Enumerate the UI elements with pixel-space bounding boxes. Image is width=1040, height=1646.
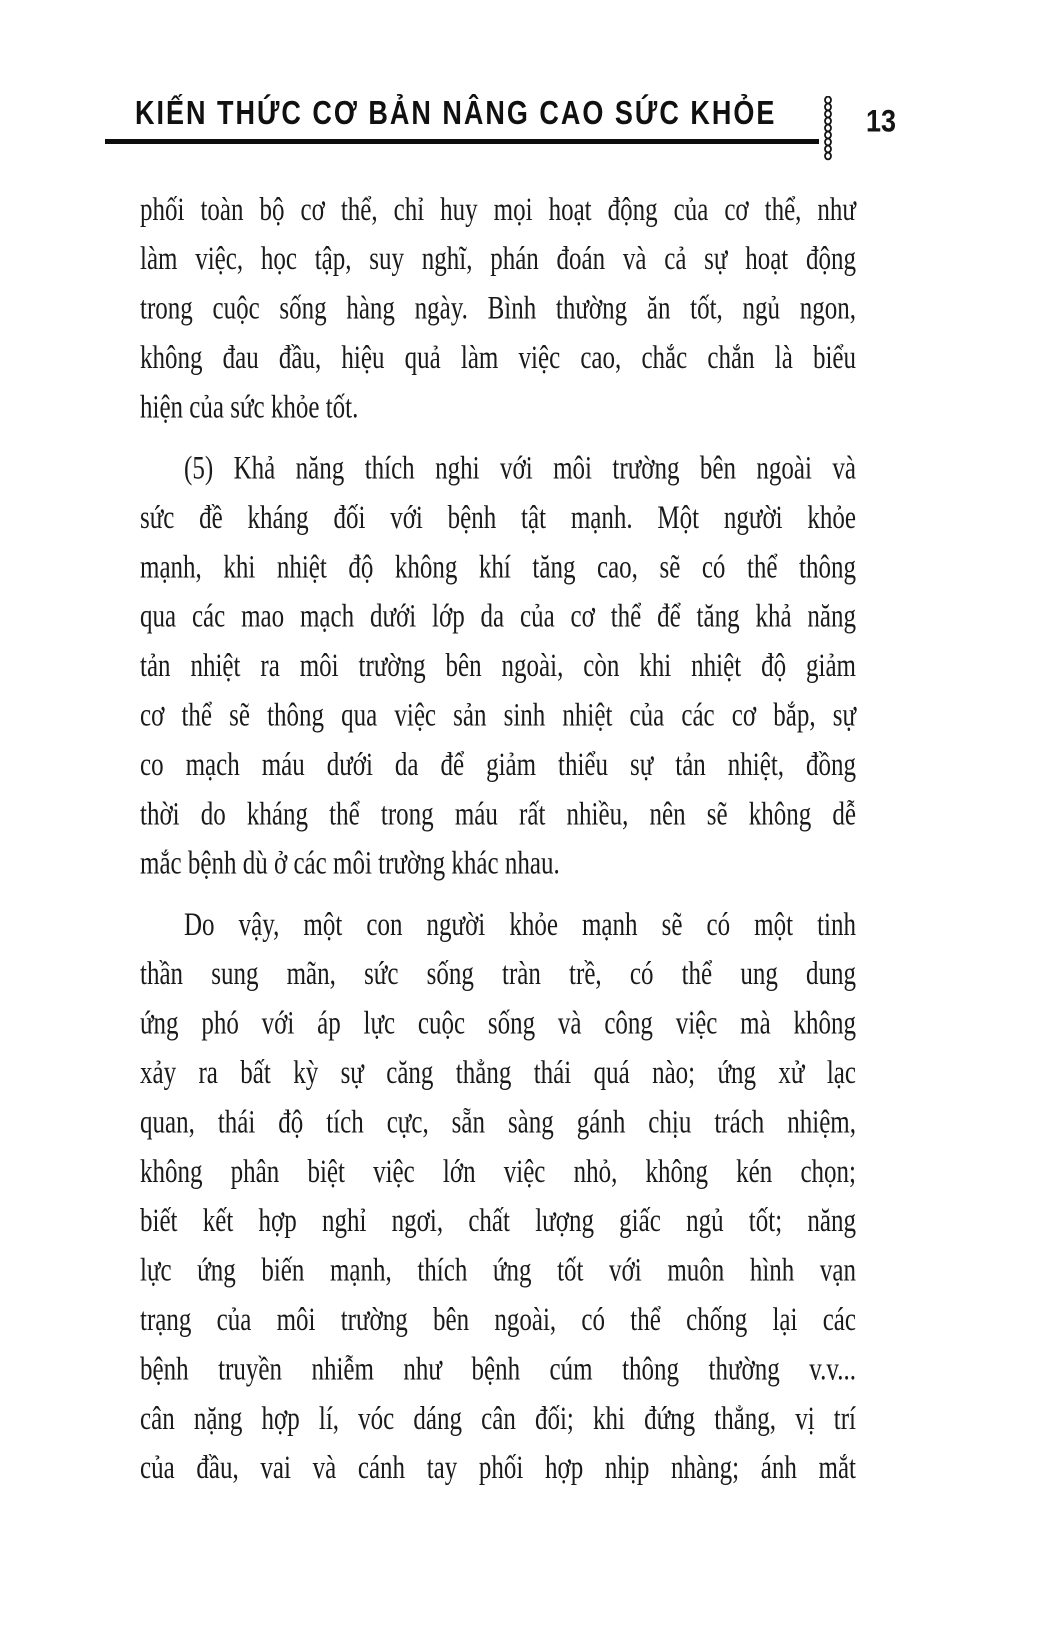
header-rule: [105, 139, 819, 144]
text-line: ứng phó với áp lực cuộc sống và công việc mà không: [140, 1006, 856, 1042]
text-line: không phân biệt việc lớn việc nhỏ, không kén chọn;: [140, 1154, 856, 1190]
text-line: Do vậy, một con người khỏe mạnh sẽ có một tinh: [184, 907, 856, 943]
text-line: không đau đầu, hiệu quả làm việc cao, chắc chắn là biểu: [140, 340, 856, 376]
text-line: trạng của môi trường bên ngoài, có thể chống lại các: [140, 1302, 856, 1338]
page-body-text: [140, 186, 856, 1494]
text-line: mắc bệnh dù ở các môi trường khác nhau.: [140, 846, 560, 882]
text-line: tản nhiệt ra môi trường bên ngoài, còn khi nhiệt độ giảm: [140, 648, 856, 684]
text-line: của đầu, vai và cánh tay phối hợp nhịp nhàng; ánh mắt: [140, 1450, 856, 1486]
text-line: cơ thể sẽ thông qua việc sản sinh nhiệt của các cơ bắp, sự: [140, 698, 856, 734]
text-line: xảy ra bất kỳ sự căng thẳng thái quá nào; ứng xử lạc: [140, 1055, 856, 1091]
text-line: sức đề kháng đối với bệnh tật mạnh. Một người khỏe: [140, 500, 856, 536]
text-line: phối toàn bộ cơ thể, chỉ huy mọi hoạt động của cơ thể, như: [140, 192, 856, 228]
text-line: làm việc, học tập, suy nghĩ, phán đoán và cả sự hoạt động: [140, 241, 856, 277]
text-line: thời do kháng thể trong máu rất nhiều, nên sẽ không dễ: [140, 797, 856, 833]
paragraph-3: [140, 901, 856, 1494]
paragraph-1: [140, 186, 856, 433]
text-line: bệnh truyền nhiễm như bệnh cúm thông thường v.v...: [140, 1352, 856, 1388]
paragraph-2: [140, 445, 856, 890]
chain-ornament-icon: [821, 96, 835, 162]
text-line: mạnh, khi nhiệt độ không khí tăng cao, sẽ có thể thông: [140, 550, 856, 586]
text-line: quan, thái độ tích cực, sẵn sàng gánh chịu trách nhiệm,: [140, 1105, 856, 1141]
text-line: cân nặng hợp lí, vóc dáng cân đối; khi đứng thẳng, vị trí: [140, 1401, 856, 1437]
text-line: trong cuộc sống hàng ngày. Bình thường ăn tốt, ngủ ngon,: [140, 291, 856, 327]
text-line: co mạch máu dưới da để giảm thiểu sự tản nhiệt, đồng: [140, 747, 856, 783]
page-number: 13: [866, 104, 897, 139]
text-line: biết kết hợp nghỉ ngơi, chất lượng giấc ngủ tốt; năng: [140, 1203, 856, 1239]
text-line: hiện của sức khỏe tốt.: [140, 390, 359, 426]
text-line: (5) Khả năng thích nghi với môi trường bên ngoài và: [184, 451, 856, 487]
page-header-title: KIẾN THỨC CƠ BẢN NÂNG CAO SỨC KHỎE: [135, 94, 777, 132]
text-line: qua các mao mạch dưới lớp da của cơ thể để tăng khả năng: [140, 599, 856, 635]
text-line: lực ứng biến mạnh, thích ứng tốt với muôn hình vạn: [140, 1253, 856, 1289]
text-line: thần sung mãn, sức sống tràn trề, có thể ung dung: [140, 956, 856, 992]
